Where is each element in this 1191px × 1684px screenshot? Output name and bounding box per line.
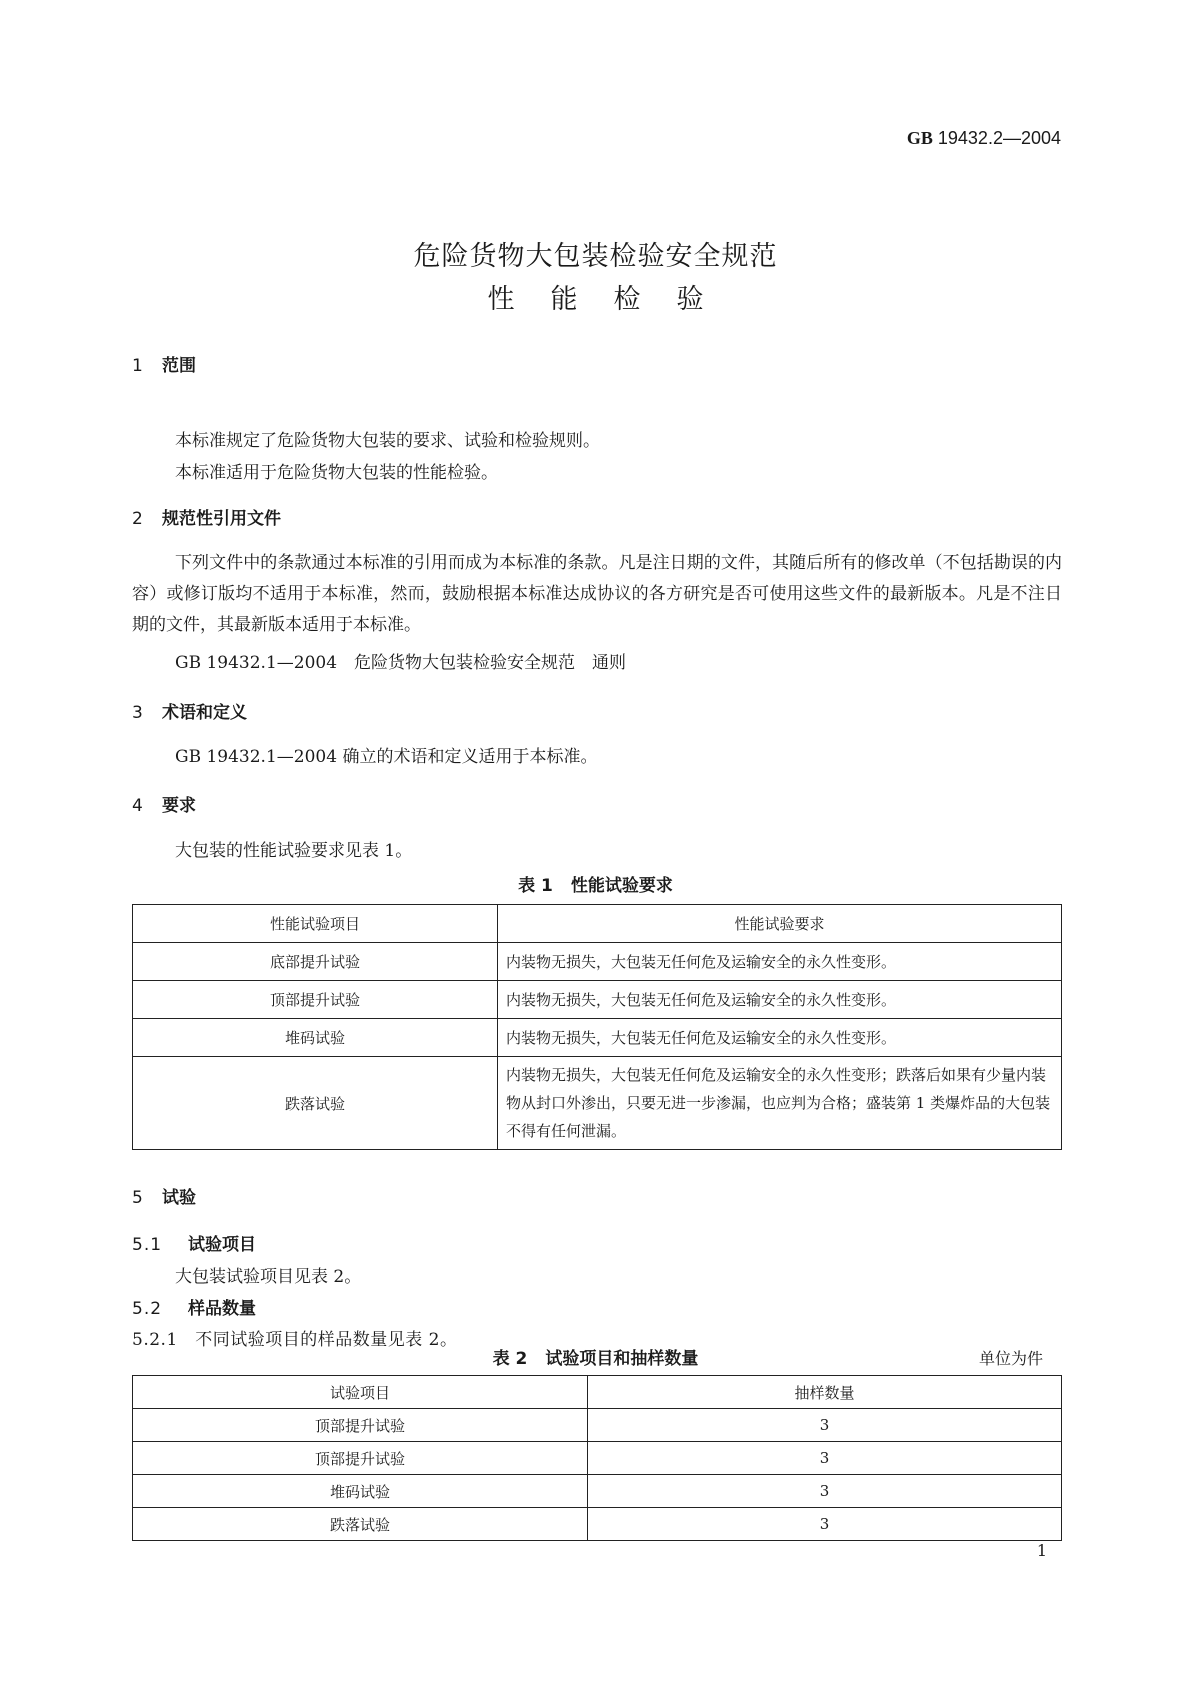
test-item-cell: 堆码试验 (133, 1019, 498, 1057)
section-5-1-heading (132, 1230, 256, 1255)
table-label: 表 1 (518, 876, 553, 896)
test-item-cell: 顶部提升试验 (133, 1409, 588, 1442)
requirement-cell: 内装物无损失，大包装无任何危及运输安全的永久性变形。 (498, 981, 1062, 1019)
test-item-cell: 顶部提升试验 (133, 1442, 588, 1475)
test-item-cell: 堆码试验 (133, 1475, 588, 1508)
section-1-paragraph-1: 本标准规定了危险货物大包装的要求、试验和检验规则。 (175, 431, 600, 451)
standard-code (907, 128, 1061, 149)
document-subtitle: 性能检验 (487, 284, 740, 315)
section-5-heading (132, 1183, 196, 1208)
table-row (133, 1409, 1062, 1442)
quantity-cell: 3 (588, 1409, 1062, 1442)
column-header: 试验项目 (133, 1376, 588, 1409)
table-header-row (133, 1376, 1062, 1409)
test-item-cell: 顶部提升试验 (133, 981, 498, 1019)
column-header: 性能试验要求 (498, 905, 1062, 943)
test-item-cell: 跌落试验 (133, 1508, 588, 1541)
section-5-1-paragraph: 大包装试验项目见表 2。 (175, 1267, 362, 1287)
column-header: 抽样数量 (588, 1376, 1062, 1409)
section-title: 要求 (162, 796, 196, 816)
section-1-heading (132, 351, 196, 376)
table-row (133, 1475, 1062, 1508)
test-item-cell: 底部提升试验 (133, 943, 498, 981)
section-5-2-1-paragraph: 5.2.1 不同试验项目的样品数量见表 2。 (132, 1330, 458, 1350)
document-title: 危险货物大包装检验安全规范 (413, 241, 778, 272)
section-title: 规范性引用文件 (162, 509, 281, 529)
table-2-unit: 单位为件 (978, 1349, 1043, 1368)
section-5-2-heading (132, 1294, 256, 1319)
table-row (133, 1019, 1062, 1057)
section-number: 2 (132, 509, 143, 529)
subsection-title: 样品数量 (188, 1299, 256, 1319)
section-number: 5 (132, 1188, 143, 1208)
standard-number: 19432.2—2004 (937, 128, 1061, 148)
section-1-paragraph-2: 本标准适用于危险货物大包装的性能检验。 (175, 463, 498, 483)
section-2-heading (132, 504, 281, 529)
requirement-cell: 内装物无损失，大包装无任何危及运输安全的永久性变形；跌落后如果有少量内装物从封口外渗出，只要无进一步渗漏，也应判为合格；盛装第 1 类爆炸品的大包装不得有任何泄漏。 (498, 1057, 1062, 1150)
performance-requirements-table (132, 904, 1062, 1150)
section-2-paragraph: 下列文件中的条款通过本标准的引用而成为本标准的条款。凡是注日期的文件，其随后所有的修改单（不包括勘误的内容）或修订版均不适用于本标准，然而，鼓励根据本标准达成协议的各方研究是否可使用这些文件的最新版本。凡是不注日期的文件，其最新版本适用于本标准。 (132, 553, 1062, 635)
requirement-cell: 内装物无损失，大包装无任何危及运输安全的永久性变形。 (498, 1019, 1062, 1057)
section-3-heading (132, 698, 247, 723)
sampling-quantity-table (132, 1375, 1062, 1541)
table-row (133, 1508, 1062, 1541)
section-title: 范围 (162, 356, 196, 376)
subsection-number: 5.2 (132, 1299, 163, 1319)
test-item-cell: 跌落试验 (133, 1057, 498, 1150)
quantity-cell: 3 (588, 1442, 1062, 1475)
standard-prefix: GB (906, 128, 933, 148)
table-row (133, 943, 1062, 981)
section-title: 术语和定义 (162, 703, 247, 723)
section-4-heading (132, 791, 196, 816)
section-4-paragraph: 大包装的性能试验要求见表 1。 (175, 841, 413, 861)
page-number: 1 (1036, 1541, 1047, 1560)
section-number: 3 (132, 703, 143, 723)
section-title: 试验 (162, 1188, 196, 1208)
quantity-cell: 3 (588, 1475, 1062, 1508)
section-2-reference: GB 19432.1—2004 危险货物大包装检验安全规范 通则 (175, 653, 627, 673)
table-row (133, 981, 1062, 1019)
subsection-number: 5.1 (132, 1235, 163, 1255)
section-number: 4 (132, 796, 143, 816)
section-3-paragraph: GB 19432.1—2004 确立的术语和定义适用于本标准。 (175, 747, 598, 767)
section-number: 1 (132, 356, 143, 376)
quantity-cell: 3 (588, 1508, 1062, 1541)
requirement-cell: 内装物无损失，大包装无任何危及运输安全的永久性变形。 (498, 943, 1062, 981)
subsection-title: 试验项目 (188, 1235, 256, 1255)
table-label: 表 2 (492, 1349, 528, 1369)
table-header-row (133, 905, 1062, 943)
table-1-caption (0, 871, 1191, 896)
table-caption-text: 性能试验要求 (570, 876, 673, 896)
table-row (133, 1057, 1062, 1150)
table-caption-text: 试验项目和抽样数量 (545, 1349, 699, 1369)
table-row (133, 1442, 1062, 1475)
column-header: 性能试验项目 (133, 905, 498, 943)
